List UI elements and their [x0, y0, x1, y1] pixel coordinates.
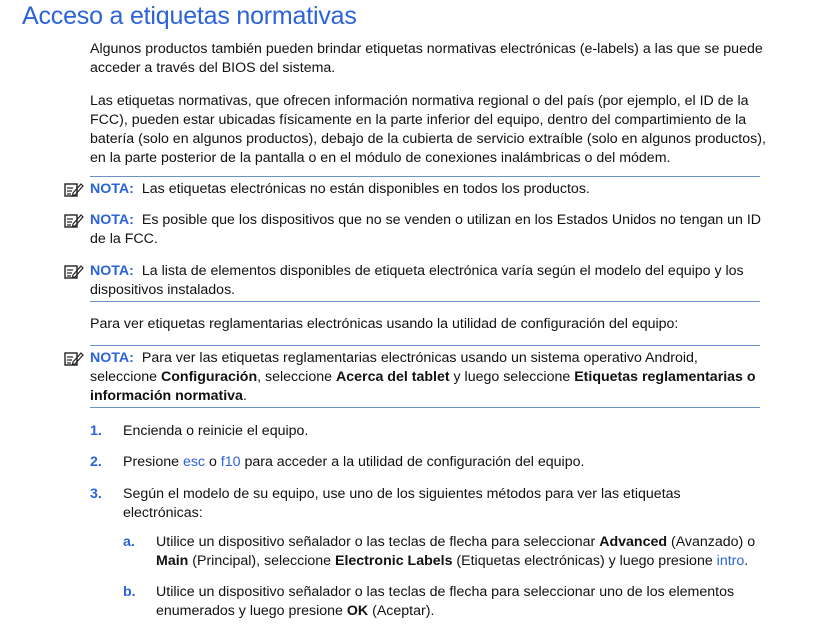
- step-3: [90, 485, 720, 523]
- setting-name: Etiquetas reglamentarias o información normativa: [90, 369, 756, 404]
- key-intro: intro: [716, 553, 745, 569]
- divider: [90, 301, 760, 302]
- note-text: .: [242, 388, 247, 404]
- step-text-part: Utilice un dispositivo señalador o las teclas de flecha para seleccionar: [156, 534, 600, 550]
- divider: [90, 407, 760, 408]
- menu-name: Main: [156, 553, 189, 569]
- step-text-part: Utilice un dispositivo señalador o las teclas de flecha para seleccionar uno de los elementos enumerados y luego presione: [156, 584, 735, 619]
- setting-name: Configuración: [160, 369, 258, 385]
- intro-paragraph: Algunos productos también pueden brindar etiquetas normativas electrónicas (e-labels) a las que se puede acceder a través del BIOS del sistema.: [90, 41, 763, 76]
- note-icon: [64, 181, 84, 197]
- divider: [90, 345, 760, 346]
- note-1: [90, 180, 765, 199]
- location-paragraph: Las etiquetas normativas, que ofrecen información normativa regional o del país (por ejemplo, el ID de la FCC), pueden estar ubicadas físicamente en la parte inferior del equipo, dentro del compartimiento de la batería (solo en algunos productos), debajo de la cubierta de servicio extraíble (solo en algunos productos), en la parte posterior de la pantalla o en el módulo de conexiones inalámbricas o del módem.: [90, 93, 766, 166]
- substep-letter: b.: [123, 584, 136, 600]
- step-number: 1.: [90, 423, 102, 439]
- note-text: Las etiquetas electrónicas no están disponibles en todos los productos.: [141, 181, 590, 197]
- substep-a: [123, 533, 768, 571]
- step-text: Según el modelo de su equipo, use uno de los siguientes métodos para ver las etiquetas electrónicas:: [123, 486, 681, 521]
- note-text: Para ver las etiquetas reglamentarias electrónicas usando un sistema operativo Android, seleccione: [90, 350, 698, 385]
- step-text-part: (Aceptar).: [368, 603, 435, 619]
- note-icon: [64, 212, 84, 228]
- step-text-part: .: [744, 553, 749, 569]
- note-text: y luego seleccione: [449, 369, 575, 385]
- note-icon: [64, 263, 84, 279]
- step-number: 2.: [90, 454, 102, 470]
- step-number: 3.: [90, 486, 102, 502]
- step-text-part: (Etiquetas electrónicas) y luego presione: [452, 553, 717, 569]
- note-icon: [64, 350, 84, 366]
- note-label: NOTA:: [90, 263, 134, 279]
- note-label: NOTA:: [90, 212, 134, 228]
- note-3: [90, 262, 765, 300]
- step-text-part: o: [205, 454, 221, 470]
- note-text: La lista de elementos disponibles de etiqueta electrónica varía según el modelo del equipo y los dispositivos instalados.: [90, 263, 744, 298]
- step-2: [90, 453, 770, 472]
- note-text: Es posible que los dispositivos que no se venden o utilizan en los Estados Unidos no tengan un ID de la FCC.: [90, 212, 762, 247]
- note-text: , seleccione: [257, 369, 337, 385]
- instructions-paragraph: Para ver etiquetas reglamentarias electrónicas usando la utilidad de configuración del equipo:: [90, 316, 679, 332]
- note-4: [90, 349, 765, 406]
- step-text-part: (Avanzado) o: [667, 534, 756, 550]
- step-text: [123, 453, 770, 472]
- divider: [90, 176, 760, 177]
- note-label: NOTA:: [90, 350, 134, 366]
- substep-text: [156, 533, 768, 571]
- menu-name: Advanced: [599, 534, 668, 550]
- step-text-part: (Principal), seleccione: [188, 553, 335, 569]
- step-text: Encienda o reinicie el equipo.: [123, 423, 309, 439]
- note-label: NOTA:: [90, 181, 134, 197]
- key-esc: esc: [182, 454, 206, 470]
- substep-letter: a.: [123, 534, 135, 550]
- page-title: Acceso a etiquetas normativas: [22, 2, 357, 30]
- step-text-part: para acceder a la utilidad de configuración del equipo.: [240, 454, 585, 470]
- substep-b: [123, 583, 768, 621]
- button-name: OK: [346, 603, 369, 619]
- setting-name: Acerca del tablet: [336, 369, 450, 385]
- note-2: [90, 211, 765, 249]
- substep-text: [156, 583, 768, 621]
- key-f10: f10: [220, 454, 241, 470]
- menu-name: Electronic Labels: [335, 553, 453, 569]
- step-1: [90, 422, 770, 441]
- step-text-part: Presione: [123, 454, 183, 470]
